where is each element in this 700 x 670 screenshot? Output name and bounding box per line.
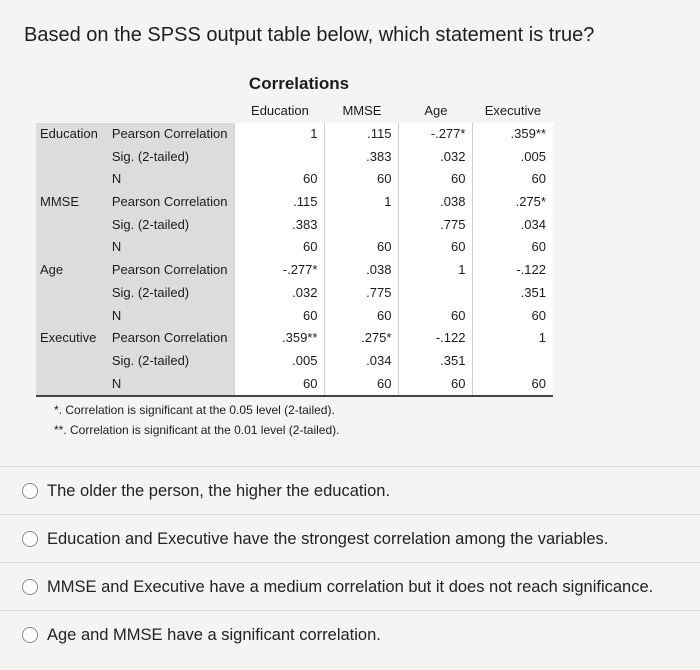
table-row [36,282,553,305]
table-cell: .383 [325,145,399,168]
table-row [36,372,553,396]
stat-label: N [106,304,235,327]
table-cell: .275* [325,327,399,350]
row-label [36,372,106,396]
choice-option-1[interactable] [0,466,700,515]
corner-blank [36,100,106,123]
table-cell: 60 [473,236,553,259]
footnotes [54,400,339,440]
row-label [36,304,106,327]
table-row [36,191,553,214]
table-cell: 60 [325,372,399,396]
table-row [36,213,553,236]
table-cell: -.122 [399,327,473,350]
table-cell: .032 [399,145,473,168]
row-label [36,145,106,168]
table-row [36,168,553,191]
row-label [36,168,106,191]
table-cell: 1 [473,327,553,350]
stat-label: Sig. (2-tailed) [106,350,235,373]
table-title: Correlations [248,74,350,93]
table-cell: -.122 [473,259,553,282]
table-cell: 1 [325,191,399,214]
table-cell: .115 [325,123,399,146]
stat-label: Pearson Correlation [106,259,235,282]
table-cell [325,213,399,236]
table-cell: 1 [399,259,473,282]
row-label: Age [36,259,106,282]
footnote-01: **. Correlation is significant at the 0.01 level (2-tailed). [54,423,340,437]
table-cell: 1 [235,123,325,146]
table-cell: 60 [235,372,325,396]
table-cell: 60 [235,168,325,191]
radio-button-icon[interactable] [22,627,38,643]
row-label: Executive [36,327,106,350]
table-cell [399,282,473,305]
footnote-05: *. Correlation is significant at the 0.05 level (2-tailed). [54,403,335,417]
stat-label: N [106,372,235,396]
row-label: MMSE [36,191,106,214]
row-label [36,350,106,373]
stat-label: N [106,168,235,191]
choice-label: Age and MMSE have a significant correlation. [47,625,381,644]
table-cell: .275* [473,191,553,214]
table-cell: .359** [473,123,553,146]
table-cell [473,350,553,373]
table-cell: 60 [473,168,553,191]
row-label [36,213,106,236]
choice-label: Education and Executive have the strongest correlation among the variables. [47,529,609,548]
col-header-mmse: MMSE [342,103,382,119]
col-header-education: Education [251,103,309,119]
row-label: Education [36,123,106,146]
table-cell: .038 [325,259,399,282]
table-cell: 60 [235,236,325,259]
table-cell: .775 [399,213,473,236]
table-cell: .383 [235,213,325,236]
table-cell: .038 [399,191,473,214]
table-cell: .351 [399,350,473,373]
table-cell: 60 [399,372,473,396]
table-cell: .351 [473,282,553,305]
radio-button-icon[interactable] [22,483,38,499]
table-cell: .775 [325,282,399,305]
table-cell: 60 [325,304,399,327]
col-header-executive: Executive [484,103,542,119]
stat-label: Pearson Correlation [106,327,235,350]
row-label [36,282,106,305]
table-row [36,304,553,327]
table-row [36,236,553,259]
stat-label: Sig. (2-tailed) [106,282,235,305]
stat-label: Sig. (2-tailed) [106,213,235,236]
table-row [36,123,553,146]
corner-blank-2 [106,100,235,123]
choice-option-4[interactable] [0,610,700,659]
correlations-table [36,100,553,397]
radio-button-icon[interactable] [22,579,38,595]
question-text: Based on the SPSS output table below, which statement is true? [24,24,595,46]
table-cell: 60 [473,304,553,327]
radio-button-icon[interactable] [22,531,38,547]
table-row [36,145,553,168]
table-cell: -.277* [399,123,473,146]
table-cell: -.277* [235,259,325,282]
table-cell: 60 [235,304,325,327]
table-row [36,350,553,373]
table-cell: 60 [325,168,399,191]
table-cell: .032 [235,282,325,305]
table-cell: .034 [473,213,553,236]
choice-label: MMSE and Executive have a medium correlation but it does not reach significance. [47,577,654,596]
table-cell: 60 [473,372,553,396]
choice-label: The older the person, the higher the education. [47,481,391,500]
table-cell: .034 [325,350,399,373]
stat-label: Pearson Correlation [106,191,235,214]
col-header-age: Age [424,103,448,119]
table-cell: 60 [399,304,473,327]
table-cell [235,145,325,168]
table-cell: .005 [235,350,325,373]
stat-label: N [106,236,235,259]
choice-option-2[interactable] [0,514,700,563]
table-cell: .359** [235,327,325,350]
choice-option-3[interactable] [0,562,700,611]
table-cell: 60 [399,168,473,191]
table-cell: 60 [399,236,473,259]
table-cell: .115 [235,191,325,214]
table-cell: 60 [325,236,399,259]
table-row [36,327,553,350]
row-label [36,236,106,259]
stat-label: Sig. (2-tailed) [106,145,235,168]
stat-label: Pearson Correlation [106,123,235,146]
table-row [36,259,553,282]
table-cell: .005 [473,145,553,168]
table-body [36,123,553,396]
